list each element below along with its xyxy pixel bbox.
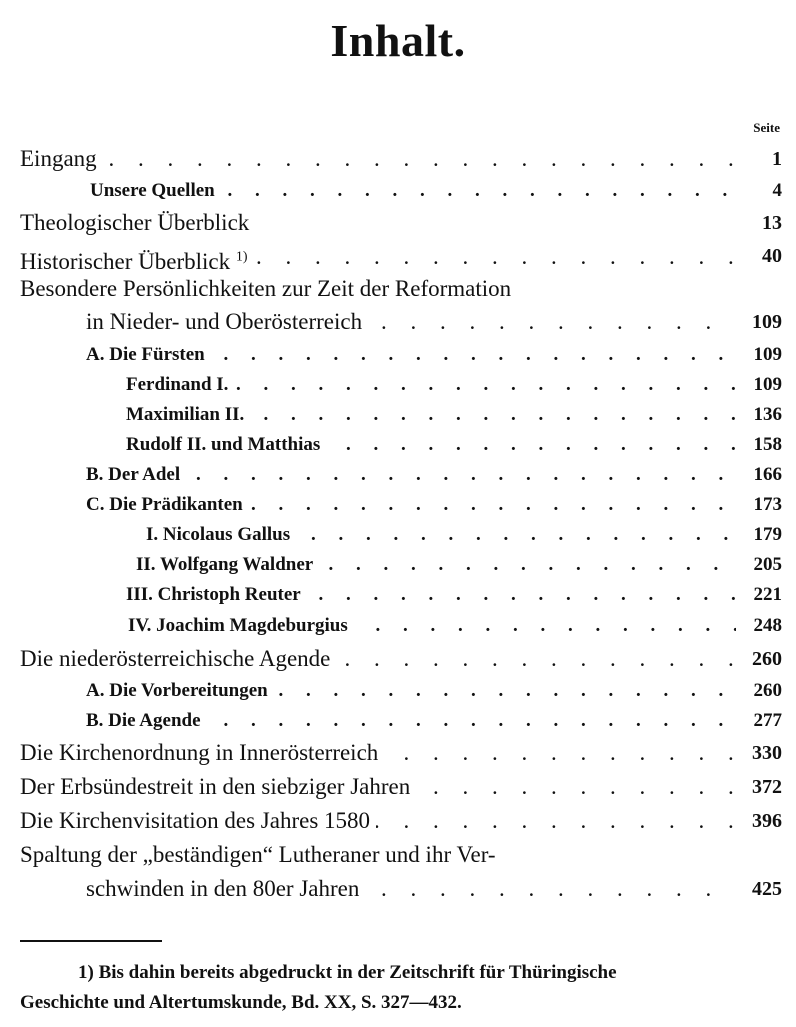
footnote-marker: 1) — [235, 249, 248, 264]
toc-entry-label: Spaltung der „beständigen“ Lutheraner und ihr Ver- — [20, 842, 502, 867]
footnote — [20, 958, 790, 1018]
toc-entry-joachim-magdeburgius — [0, 610, 796, 642]
toc-entry-page: 179 — [753, 524, 782, 545]
toc-entry-page: 277 — [753, 710, 782, 731]
toc-entry-label: schwinden in den 80er Jahren — [86, 876, 365, 901]
toc-entry-page: 4 — [772, 180, 782, 201]
toc-entry-page: 109 — [753, 374, 782, 395]
toc-entry-rudolf-matthias — [0, 430, 796, 460]
toc-entry-label: IV. Joachim Magdeburgius — [128, 615, 354, 636]
toc-entry-eingang — [0, 144, 796, 175]
toc-entry-historischer-ueberblick — [0, 239, 796, 274]
toc-entry-spaltung — [0, 838, 796, 872]
toc-entry-label: in Nieder- und Oberösterreich — [86, 309, 368, 334]
toc-entry-page: 13 — [762, 212, 782, 234]
toc-entry-label: Rudolf II. und Matthias — [126, 434, 326, 455]
toc-entry-label: Die Kirchenordnung in Innerösterreich — [20, 740, 384, 765]
footnote-divider — [20, 940, 162, 942]
toc-entry-label: B. Der Adel — [86, 464, 186, 485]
toc-entry-page: 396 — [752, 810, 782, 832]
toc-entry-ferdinand — [0, 370, 796, 400]
toc-entry-label: III. Christoph Reuter — [126, 584, 307, 605]
toc-entry-label: Die Kirchenvisitation des Jahres 1580 — [20, 808, 376, 833]
toc-entry-maximilian — [0, 400, 796, 430]
toc-entry-page: 330 — [752, 742, 782, 764]
toc-entry-page: 166 — [753, 464, 782, 485]
toc-entry-der-adel — [0, 460, 796, 490]
toc-entry-page: 248 — [753, 615, 782, 636]
toc-entry-page: 158 — [753, 434, 782, 455]
toc-entry-label: A. Die Vorbereitungen — [86, 680, 274, 701]
toc-entry-label: Besondere Persönlichkeiten zur Zeit der Reformation — [20, 276, 517, 301]
page-title: Inhalt. — [330, 15, 466, 66]
toc-entry-label: Historischer Überblick — [20, 248, 231, 274]
toc-entry-page: 205 — [753, 554, 782, 575]
toc-entry-label: C. Die Prädikanten — [86, 494, 249, 515]
table-of-contents — [0, 144, 796, 906]
toc-entry-page: 173 — [753, 494, 782, 515]
toc-entry-praedikanten — [0, 490, 796, 520]
footnote-line-1: 1) Bis dahin bereits abgedruckt in der Zeitschrift für Thüringische — [78, 962, 617, 983]
toc-entry-page: 260 — [753, 680, 782, 701]
toc-entry-kirchenvisitation — [0, 804, 796, 838]
toc-entry-wolfgang-waldner — [0, 550, 796, 580]
toc-entry-label: A. Die Fürsten — [86, 344, 211, 365]
toc-entry-label: Theologischer Überblick — [20, 210, 255, 235]
toc-entry-label: Eingang — [20, 146, 103, 171]
toc-entry-schwinden — [0, 872, 796, 906]
toc-entry-kirchenordnung — [0, 736, 796, 770]
toc-entry-besondere-persoenlichkeiten — [0, 274, 796, 304]
toc-entry-erbsuendestreit — [0, 770, 796, 804]
toc-entry-page: 425 — [752, 878, 782, 900]
toc-entry-label: Unsere Quellen — [90, 180, 221, 201]
page-column-header: Seite — [753, 120, 780, 135]
toc-entry-agende — [0, 642, 796, 676]
toc-entry-page: 109 — [753, 344, 782, 365]
footnote-line-2: Geschichte und Altertumskunde, Bd. XX, S. 327—432. — [20, 992, 462, 1013]
toc-entry-unsere-quellen — [0, 175, 796, 207]
toc-entry-christoph-reuter — [0, 580, 796, 610]
toc-entry-vorbereitungen — [0, 676, 796, 706]
toc-entry-page: 260 — [752, 648, 782, 670]
toc-entry-theologischer-ueberblick — [0, 207, 796, 239]
toc-entry-die-fuersten — [0, 340, 796, 370]
toc-entry-label: Die niederösterreichische Agende — [20, 646, 336, 671]
toc-entry-label: II. Wolfgang Waldner — [136, 554, 319, 575]
toc-entry-page: 1 — [772, 148, 782, 170]
toc-entry-page: 372 — [752, 776, 782, 798]
toc-entry-label: Ferdinand I. — [126, 374, 234, 395]
toc-entry-label: Der Erbsündestreit in den siebziger Jahren — [20, 774, 416, 799]
toc-entry-label: I. Nicolaus Gallus — [146, 524, 296, 545]
toc-entry-label: B. Die Agende — [86, 710, 207, 731]
toc-entry-page: 136 — [753, 404, 782, 425]
toc-entry-nicolaus-gallus — [0, 520, 796, 550]
toc-entry-nieder-oberoesterreich — [0, 304, 796, 340]
toc-entry-page: 40 — [762, 245, 782, 267]
toc-entry-label: Maximilian II. — [126, 404, 250, 425]
toc-entry-page: 221 — [753, 584, 782, 605]
toc-entry-die-agende — [0, 706, 796, 736]
toc-entry-page: 109 — [752, 311, 782, 333]
